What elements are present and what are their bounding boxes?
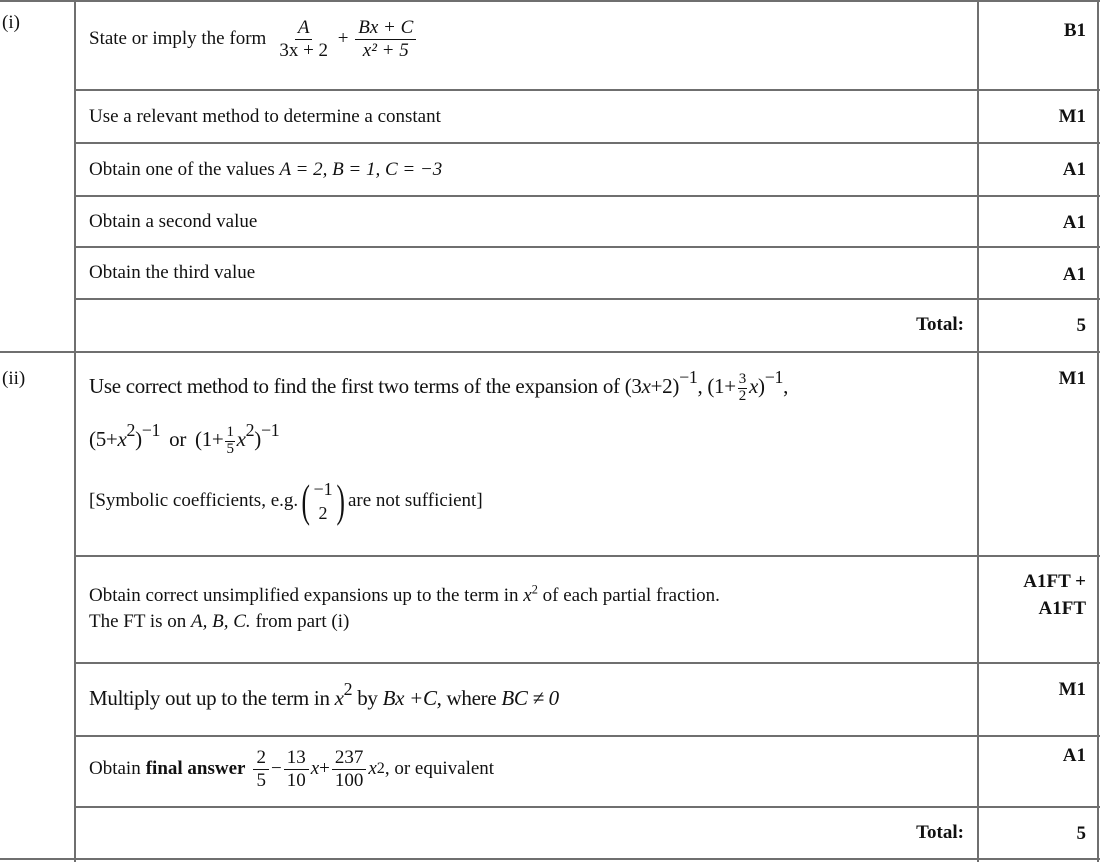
criterion-state-form: State or imply the form $\frac{A}{3x + 2}$ + $\frac{Bx + C}{\text{x² + 5}}$	[89, 18, 418, 61]
criterion-note: [Symbolic coefficients, e.g. ( −1 2 ) are not sufficient]	[89, 475, 483, 527]
total-label: Total:	[916, 314, 964, 335]
criterion-ft-note: The FT is on A, B, C. from part (i)	[89, 611, 350, 632]
criterion-method: Use a relevant method to determine a constant	[89, 106, 441, 127]
criterion-expansion-alternatives: (5+x2)−1 or (1+ $\frac{1}{5}$ x2)−1	[89, 420, 280, 457]
criterion-unsimplified-expansions: Obtain correct unsimplified expansions up to the term in $x^2$ of each partial fraction.	[89, 582, 720, 606]
partial-fraction-form: $\frac{A}{3x + 2}$ + $\frac{Bx + C}{\text{x² + 5}}$	[274, 18, 418, 61]
mark-code: M1	[1058, 368, 1086, 389]
total-value: 5	[1076, 823, 1086, 844]
part-label: (ii)	[2, 368, 26, 389]
criterion-third-value: Obtain the third value	[89, 262, 256, 283]
criterion-multiply-out: Multiply out up to the term in x2 by Bx +C, where BC ≠ 0	[89, 679, 559, 710]
mark-code: M1	[1058, 106, 1086, 127]
mark-code: B1	[1063, 20, 1086, 41]
final-answer-expression: $\frac{2}{5}$ − $\frac{13}{10}$ x + $\frac{237}{100}$ x 2	[251, 748, 384, 791]
mark-code: A1FT	[1038, 598, 1086, 619]
mark-code: A1	[1062, 745, 1086, 766]
part-label: (i)	[2, 12, 20, 33]
criterion-first-value: Obtain one of the values A = 2, B = 1, C = −3	[89, 159, 443, 180]
mark-code: A1	[1062, 159, 1086, 180]
mark-code: A1	[1062, 212, 1086, 233]
binomial-coefficient: ( −1 2 )	[301, 475, 345, 527]
criterion-final-answer: Obtain final answer $\frac{2}{5}$ − $\frac{13}{10}$ x + $\frac{237}{100}$ x 2 , or equivalent	[89, 747, 495, 791]
total-label: Total:	[916, 822, 964, 843]
criterion-expansion-method: Use correct method to find the first two terms of the expansion of (3x+2)−1, (1+ $\frac{3}{2}$ x)−1,	[89, 367, 789, 404]
mark-code: M1	[1058, 679, 1086, 700]
total-value: 5	[1076, 315, 1086, 336]
criterion-second-value: Obtain a second value	[89, 211, 258, 232]
mark-code: A1FT +	[1023, 571, 1086, 592]
mark-code: A1	[1062, 264, 1086, 285]
